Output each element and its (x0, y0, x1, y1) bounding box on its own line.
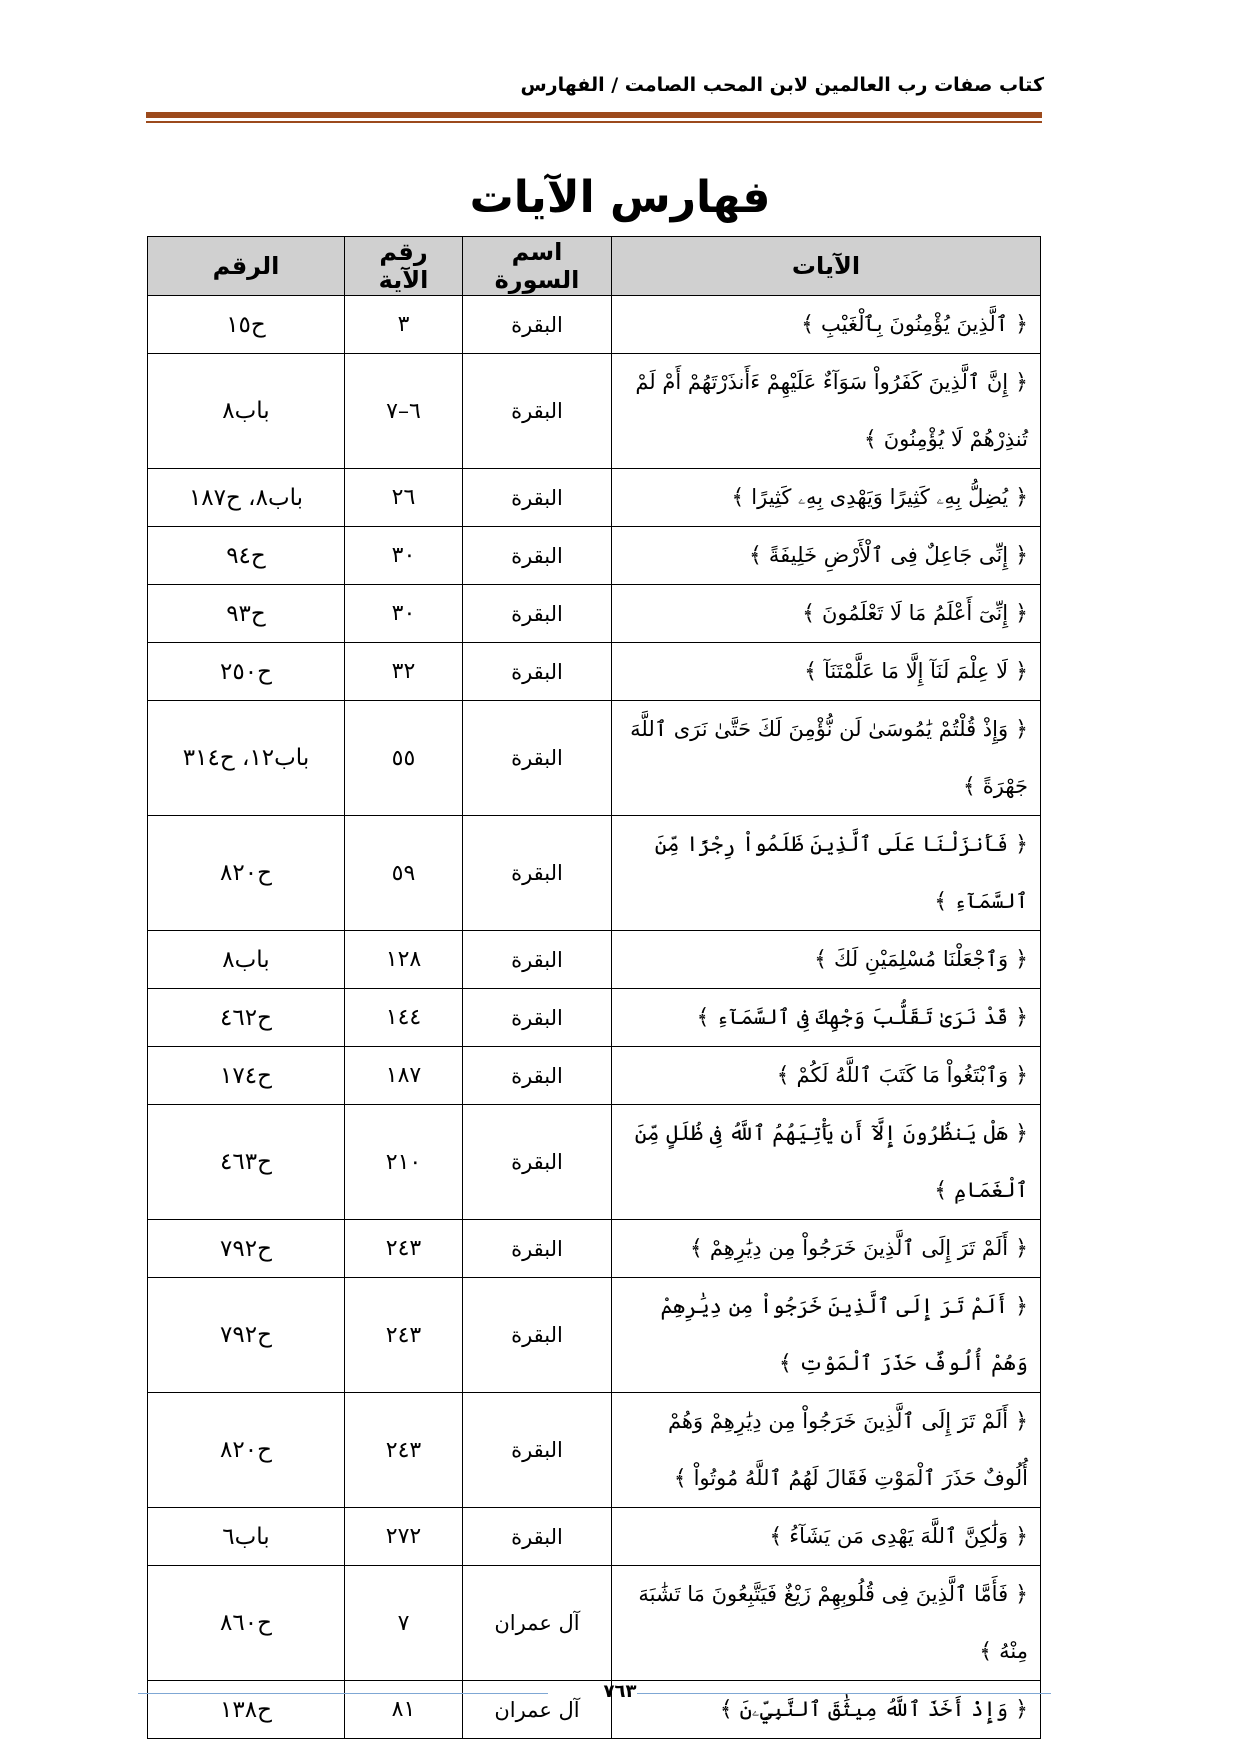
surah-cell: البقرة (463, 1508, 612, 1566)
verse-cell (612, 469, 1041, 527)
header-rule-thick (146, 112, 1042, 118)
surah-cell: البقرة (463, 1393, 612, 1508)
reference-cell: باب٨ (148, 354, 345, 469)
verse-text: وَإِذْ أَخَذَ ٱللَّهُ مِيثَٰقَ ٱلنَّبِيِّۦنَ (739, 1697, 1009, 1721)
reference-cell: ح١٥ (148, 296, 345, 354)
verse-cell (612, 1105, 1041, 1220)
verse-text: وَإِذْ قُلْتُمْ يَٰمُوسَىٰ لَن نُّؤْمِنَ لَكَ حَتَّىٰ نَرَى ٱللَّهَ جَهْرَةً (630, 717, 1028, 798)
ornate-bracket-open-icon: ﴿ (1008, 601, 1028, 626)
surah-cell: البقرة (463, 931, 612, 989)
verse-cell (612, 354, 1041, 469)
ornate-bracket-close-icon: ﴾ (863, 427, 884, 452)
table-row (148, 354, 1041, 469)
ornate-bracket-open-icon: ﴿ (1008, 1005, 1028, 1030)
table-row (148, 469, 1041, 527)
ornate-bracket-open-icon: ﴿ (1008, 1063, 1028, 1088)
ayah-number-cell: ٨١ (345, 1681, 463, 1739)
verse-text: لَا عِلْمَ لَنَآ إِلَّا مَا عَلَّمْتَنَآ (824, 659, 1009, 683)
reference-cell: ح٢٥٠ (148, 643, 345, 701)
surah-cell: البقرة (463, 354, 612, 469)
ayah-number-cell: ٢١٠ (345, 1105, 463, 1220)
ornate-bracket-close-icon: ﴾ (778, 1351, 799, 1376)
reference-cell: ح٤٦٢ (148, 989, 345, 1047)
verse-text: فَأَنزَلْنَا عَلَى ٱلَّذِينَ ظَلَمُواْ رِجْزًا مِّنَ ٱلسَّمَآءِ (654, 832, 1028, 913)
ornate-bracket-close-icon: ﴾ (689, 1236, 710, 1261)
ornate-bracket-open-icon: ﴿ (1008, 659, 1028, 684)
surah-cell: البقرة (463, 989, 612, 1047)
surah-cell: البقرة (463, 527, 612, 585)
verse-text: إِنِّىٓ أَعْلَمُ مَا لَا تَعْلَمُونَ (821, 601, 1009, 625)
table-row (148, 585, 1041, 643)
reference-cell: باب٨، ح١٨٧ (148, 469, 345, 527)
surah-cell: البقرة (463, 1105, 612, 1220)
header-surah: اسم السورة (463, 237, 612, 296)
ayah-number-cell: ٧ (345, 1566, 463, 1681)
verse-cell (612, 296, 1041, 354)
ornate-bracket-close-icon: ﴾ (731, 485, 752, 510)
verse-cell (612, 1566, 1041, 1681)
ornate-bracket-close-icon: ﴾ (673, 1466, 694, 1491)
table-row (148, 1278, 1041, 1393)
ornate-bracket-open-icon: ﴿ (1008, 1524, 1028, 1549)
table-row (148, 1220, 1041, 1278)
ornate-bracket-open-icon: ﴿ (1008, 832, 1028, 857)
ornate-bracket-open-icon: ﴿ (1008, 1697, 1028, 1722)
verse-cell (612, 931, 1041, 989)
table-row (148, 1566, 1041, 1681)
table-row (148, 1105, 1041, 1220)
surah-cell: آل عمران (463, 1681, 612, 1739)
reference-cell: ح٧٩٢ (148, 1278, 345, 1393)
running-header-title: كتاب صفات رب العالمين لابن المحب الصامت / الفهارس (520, 74, 1044, 96)
reference-cell: ح٨٢٠ (148, 1393, 345, 1508)
reference-cell: باب١٢، ح٣١٤ (148, 701, 345, 816)
ayah-number-cell: ١٤٤ (345, 989, 463, 1047)
ornate-bracket-close-icon: ﴾ (934, 1178, 955, 1203)
verse-text: هَلْ يَنظُرُونَ إِلَّآ أَن يَأْتِيَهُمُ ٱللَّهُ فِى ظُلَلٍ مِّنَ ٱلْغَمَامِ (634, 1121, 1028, 1202)
verses-index-table (147, 236, 1041, 1739)
reference-cell: ح٨٦٠ (148, 1566, 345, 1681)
page-title: فهارس الآيات (469, 172, 771, 223)
ornate-bracket-open-icon: ﴿ (1008, 370, 1028, 395)
reference-cell: ح٧٩٢ (148, 1220, 345, 1278)
verse-text: وَٱجْعَلْنَا مُسْلِمَيْنِ لَكَ (834, 947, 1009, 971)
ornate-bracket-open-icon: ﴿ (1008, 1294, 1028, 1319)
header-rule-thin (146, 121, 1042, 123)
table-row (148, 296, 1041, 354)
surah-cell: آل عمران (463, 1566, 612, 1681)
verse-text: قَدْ نَرَىٰ تَقَلُّبَ وَجْهِكَ فِى ٱلسَّمَآءِ (716, 1005, 1009, 1029)
verse-text: يُضِلُّ بِهِۦ كَثِيرًا وَيَهْدِى بِهِۦ كَثِيرًا (751, 485, 1009, 509)
verse-cell (612, 1393, 1041, 1508)
table-row (148, 527, 1041, 585)
ayah-number-cell: ١٨٧ (345, 1047, 463, 1105)
ornate-bracket-close-icon: ﴾ (801, 312, 822, 337)
verse-cell (612, 989, 1041, 1047)
verse-cell (612, 816, 1041, 931)
ornate-bracket-open-icon: ﴿ (1008, 1582, 1028, 1607)
verse-cell (612, 701, 1041, 816)
reference-cell: ح١٧٤ (148, 1047, 345, 1105)
table-row (148, 989, 1041, 1047)
verse-text: فَأَمَّا ٱلَّذِينَ فِى قُلُوبِهِمْ زَيْغٌ فَيَتَّبِعُونَ مَا تَشَٰبَهَ مِنْهُ (638, 1582, 1028, 1663)
ayah-number-cell: ٣٠ (345, 585, 463, 643)
ornate-bracket-open-icon: ﴿ (1008, 1409, 1028, 1434)
surah-cell: البقرة (463, 701, 612, 816)
surah-cell: البقرة (463, 1047, 612, 1105)
ornate-bracket-close-icon: ﴾ (804, 659, 824, 684)
ornate-bracket-open-icon: ﴿ (1008, 312, 1028, 337)
ornate-bracket-close-icon: ﴾ (962, 774, 983, 799)
ornate-bracket-close-icon: ﴾ (719, 1697, 740, 1722)
ayah-number-cell: ٢٦ (345, 469, 463, 527)
ornate-bracket-close-icon: ﴾ (776, 1063, 797, 1088)
ayah-number-cell: ٣٢ (345, 643, 463, 701)
header-ayah-number: رقم الآية (345, 237, 463, 296)
ornate-bracket-open-icon: ﴿ (1008, 717, 1028, 742)
ornate-bracket-open-icon: ﴿ (1008, 1236, 1028, 1261)
ornate-bracket-close-icon: ﴾ (769, 1524, 790, 1549)
verse-text: أَلَمْ تَرَ إِلَى ٱلَّذِينَ خَرَجُواْ مِن دِيَٰرِهِمْ وَهُمْ أُلُوفٌ حَذَرَ ٱلْمَوْتِ (660, 1294, 1028, 1375)
ornate-bracket-open-icon: ﴿ (1008, 1121, 1028, 1146)
verse-text: أَلَمْ تَرَ إِلَى ٱلَّذِينَ خَرَجُواْ مِن دِيَٰرِهِمْ وَهُمْ أُلُوفٌ حَذَرَ ٱلْمَوْتِ فَقَالَ لَهُمُ ٱللَّهُ مُوتُواْ (667, 1409, 1028, 1490)
verse-cell (612, 1220, 1041, 1278)
verse-text: أَلَمْ تَرَ إِلَى ٱلَّذِينَ خَرَجُواْ مِن دِيَٰرِهِمْ (709, 1236, 1009, 1260)
surah-cell: البقرة (463, 1220, 612, 1278)
table-row (148, 701, 1041, 816)
table-header-row (148, 237, 1041, 296)
verse-cell (612, 527, 1041, 585)
verse-cell (612, 1047, 1041, 1105)
ayah-number-cell: ٢٤٣ (345, 1220, 463, 1278)
ayah-number-cell: ٣٠ (345, 527, 463, 585)
reference-cell: ح٩٣ (148, 585, 345, 643)
reference-cell: باب٨ (148, 931, 345, 989)
ayah-number-cell: ٢٤٣ (345, 1278, 463, 1393)
page-number: ٧٦٣ (603, 1681, 637, 1702)
verse-cell (612, 1508, 1041, 1566)
ornate-bracket-close-icon: ﴾ (814, 947, 835, 972)
ornate-bracket-close-icon: ﴾ (979, 1639, 1000, 1664)
surah-cell: البقرة (463, 585, 612, 643)
verse-text: وَٱبْتَغُواْ مَا كَتَبَ ٱللَّهُ لَكُمْ (796, 1063, 1009, 1087)
ayah-number-cell: ١٢٨ (345, 931, 463, 989)
ayah-number-cell: ٣ (345, 296, 463, 354)
surah-cell: البقرة (463, 469, 612, 527)
verse-cell (612, 585, 1041, 643)
reference-cell: ح٤٦٣ (148, 1105, 345, 1220)
verse-text: إِنَّ ٱلَّذِينَ كَفَرُواْ سَوَآءٌ عَلَيْهِمْ ءَأَنذَرْتَهُمْ أَمْ لَمْ تُنذِرْهُمْ لَا يُؤْمِنُونَ (635, 370, 1028, 451)
ornate-bracket-close-icon: ﴾ (749, 543, 769, 568)
header-reference: الرقم (148, 237, 345, 296)
table-row (148, 643, 1041, 701)
ayah-number-cell: ٢٧٢ (345, 1508, 463, 1566)
table-row (148, 1393, 1041, 1508)
verse-text: إِنِّى جَاعِلٌ فِى ٱلْأَرْضِ خَلِيفَةً (768, 543, 1009, 567)
ornate-bracket-close-icon: ﴾ (696, 1005, 717, 1030)
surah-cell: البقرة (463, 643, 612, 701)
table-row (148, 816, 1041, 931)
ayah-number-cell: ٥٥ (345, 701, 463, 816)
surah-cell: البقرة (463, 296, 612, 354)
table-row (148, 931, 1041, 989)
reference-cell: ح٩٤ (148, 527, 345, 585)
verse-text: ٱلَّذِينَ يُؤْمِنُونَ بِٱلْغَيْبِ (821, 312, 1009, 336)
ayah-number-cell: ٦–٧ (345, 354, 463, 469)
ornate-bracket-close-icon: ﴾ (934, 889, 955, 914)
reference-cell: ح١٣٨ (148, 1681, 345, 1739)
header-verses: الآيات (612, 237, 1041, 296)
table-row (148, 1047, 1041, 1105)
surah-cell: البقرة (463, 816, 612, 931)
ornate-bracket-open-icon: ﴿ (1008, 947, 1028, 972)
verse-text: وَلَٰكِنَّ ٱللَّهَ يَهْدِى مَن يَشَآءُ (789, 1524, 1009, 1548)
verse-cell (612, 1278, 1041, 1393)
verse-cell (612, 643, 1041, 701)
surah-cell: البقرة (463, 1278, 612, 1393)
reference-cell: باب٦ (148, 1508, 345, 1566)
ornate-bracket-close-icon: ﴾ (802, 601, 822, 626)
ornate-bracket-open-icon: ﴿ (1008, 485, 1028, 510)
reference-cell: ح٨٢٠ (148, 816, 345, 931)
ornate-bracket-open-icon: ﴿ (1008, 543, 1028, 568)
ayah-number-cell: ٥٩ (345, 816, 463, 931)
table-row (148, 1508, 1041, 1566)
ayah-number-cell: ٢٤٣ (345, 1393, 463, 1508)
